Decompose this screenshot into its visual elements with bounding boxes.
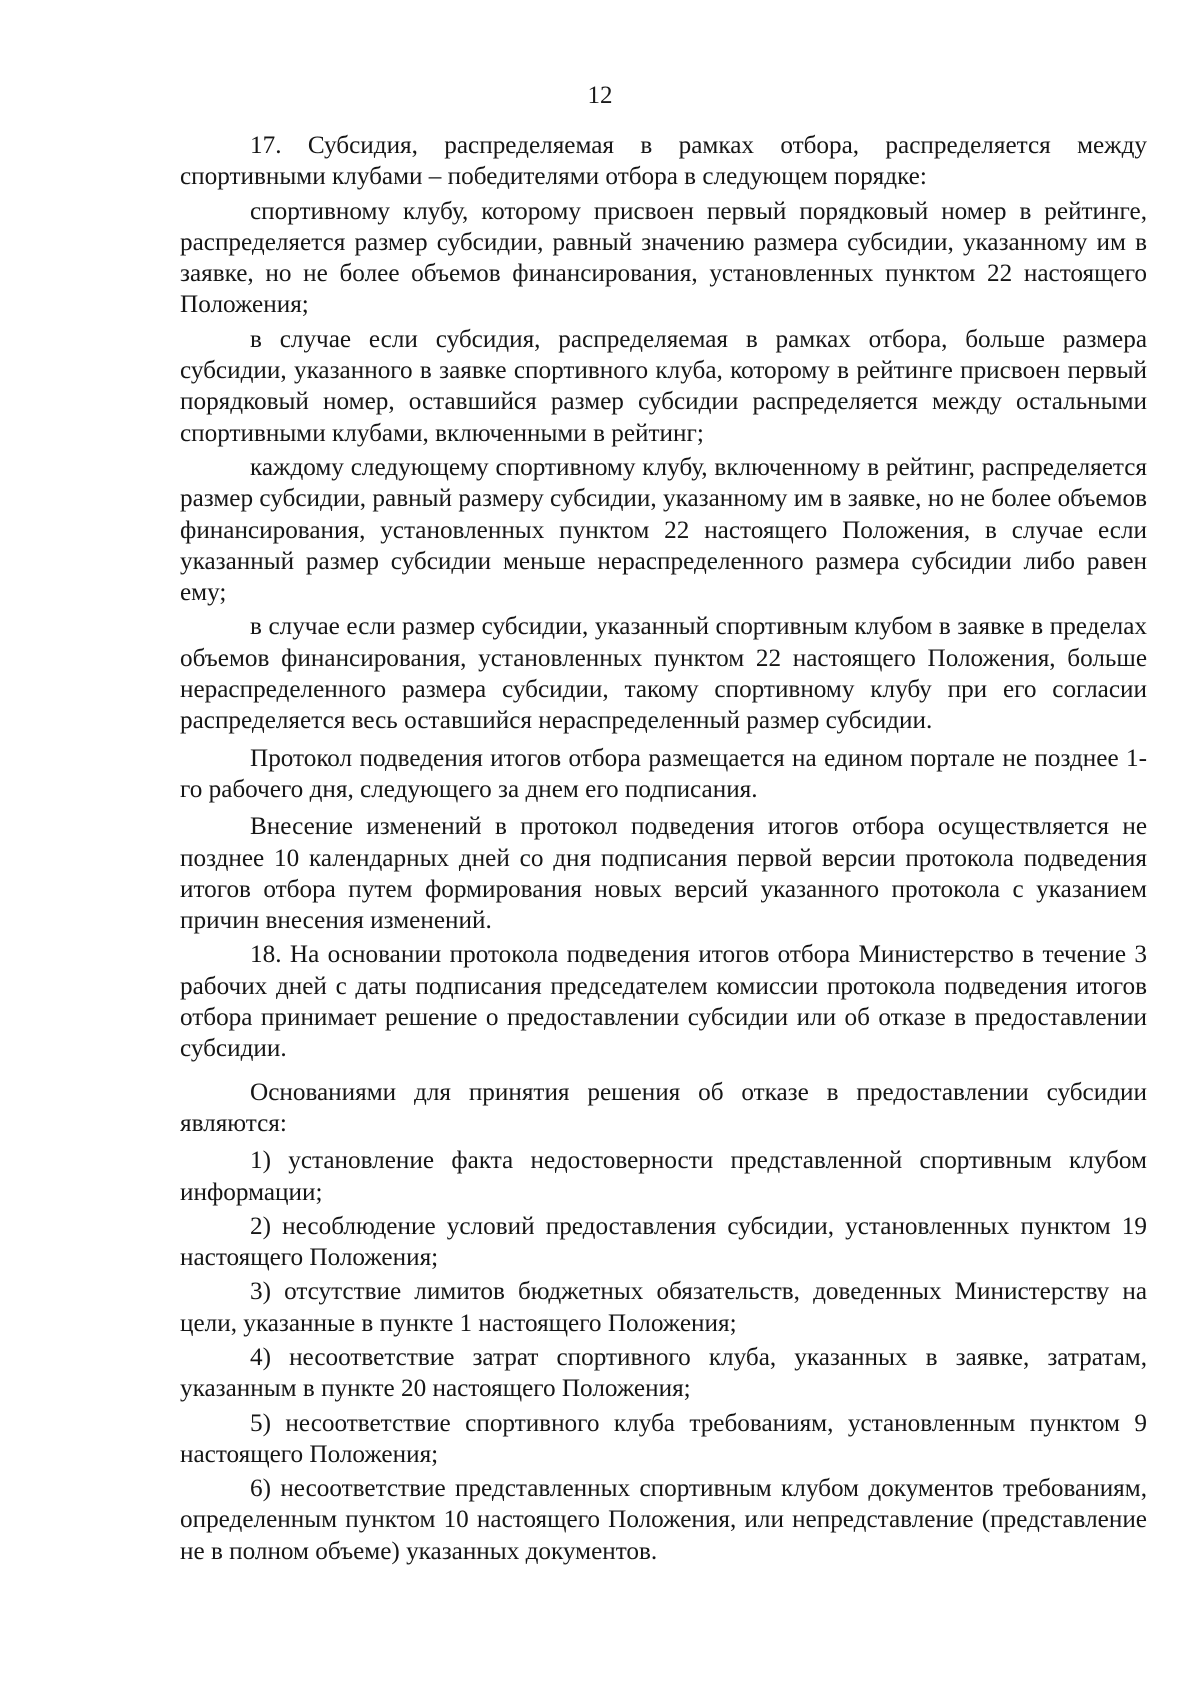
paragraph-refusal-grounds: Основаниями для принятия решения об отказе в предоставлении субсидии являются: <box>180 1078 1147 1137</box>
paragraph-18-decision: 18. На основании протокола подведения итогов отбора Министерство в течение 3 рабочих дней с даты подписания председателем комиссии протокола подведения итогов отбора принимает решение о предоставлении субсидии или об отказе в предоставлении субсидии. <box>180 941 1147 1063</box>
paragraph-protocol-changes: Внесение изменений в протокол подведения итогов отбора осуществляется не позднее 10 календарных дней со дня подписания первой версии протокола подведения итогов отбора путем формирования новых версий указанного протокола с указанием причин внесения изменений. <box>180 813 1147 935</box>
list-item-3: 3) отсутствие лимитов бюджетных обязательств, доведенных Министерству на цели, указанные в пункте 1 настоящего Положения; <box>180 1278 1147 1337</box>
page-number: 12 <box>587 82 613 109</box>
list-item-1: 1) установление факта недостоверности представленной спортивным клубом информации; <box>180 1147 1147 1206</box>
paragraph-undistributed-remainder: в случае если размер субсидии, указанный спортивным клубом в заявке в пределах объемов финансирования, установленных пунктом 22 настоящего Положения, больше нераспределенного размера субсидии, такому спортивному клубу при его согласии распределяется весь оставшийся нераспределенный размер субсидии. <box>180 613 1147 735</box>
paragraph-first-club: спортивному клубу, которому присвоен первый порядковый номер в рейтинге, распределяется размер субсидии, равный значению размера субсидии, указанному им в заявке, но не более объемов финансирования, установленных пунктом 22 настоящего Положения; <box>180 197 1147 319</box>
paragraph-17-intro: 17. Субсидия, распределяемая в рамках отбора, распределяется между спортивными клубами – победителями отбора в следующем порядке: <box>180 132 1147 191</box>
list-item-4: 4) несоответствие затрат спортивного клуба, указанных в заявке, затратам, указанным в пункте 20 настоящего Положения; <box>180 1343 1147 1403</box>
paragraph-remaining-subsidy: в случае если субсидия, распределяемая в рамках отбора, больше размера субсидии, указанного в заявке спортивного клуба, которому в рейтинге присвоен первый порядковый номер, оставшийся размер субсидии распределяется между остальными спортивными клубами, включенными в рейтинг; <box>180 325 1147 447</box>
paragraph-each-next-club: каждому следующему спортивному клубу, включенному в рейтинг, распределяется размер субсидии, равный размеру субсидии, указанному им в заявке, но не более объемов финансирования, установленных пунктом 22 настоящего Положения, в случае если указанный размер субсидии меньше нераспределенного размера субсидии либо равен ему; <box>180 453 1147 607</box>
list-item-6: 6) несоответствие представленных спортивным клубом документов требованиям, определенным пунктом 10 настоящего Положения, или непредставление (представление не в полном объеме) указанных документов. <box>180 1475 1147 1565</box>
list-item-2: 2) несоблюдение условий предоставления субсидии, установленных пунктом 19 настоящего Положения; <box>180 1212 1147 1272</box>
list-item-5: 5) несоответствие спортивного клуба требованиям, установленным пунктом 9 настоящего Положения; <box>180 1409 1147 1468</box>
document-body <box>180 130 1147 1567</box>
paragraph-protocol-publication: Протокол подведения итогов отбора размещается на едином портале не позднее 1-го рабочего дня, следующего за днем его подписания. <box>180 744 1147 803</box>
